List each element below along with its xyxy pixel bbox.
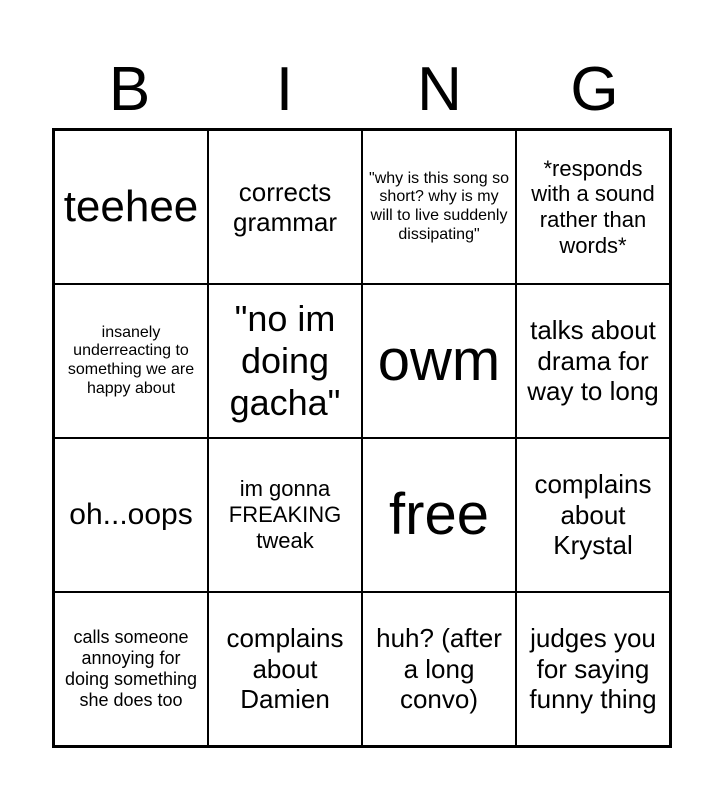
bingo-cell-owm[interactable]: owm — [362, 284, 516, 438]
bingo-cell-tweak[interactable]: im gonna FREAKING tweak — [208, 438, 362, 592]
bingo-cell-gacha[interactable]: "no im doing gacha" — [208, 284, 362, 438]
header-letter-n: N — [417, 55, 462, 124]
bingo-cell-teehee[interactable]: teehee — [54, 130, 208, 284]
bingo-cell-song-short[interactable]: "why is this song so short? why is my will to live suddenly dissipating" — [362, 130, 516, 284]
bingo-board — [52, 128, 672, 748]
header-letter-b: B — [108, 55, 151, 124]
bingo-cell-damien[interactable]: complains about Damien — [208, 592, 362, 746]
bingo-cell-free[interactable]: free — [362, 438, 516, 592]
bingo-cell-judges[interactable]: judges you for saying funny thing — [516, 592, 670, 746]
bingo-cell-underreacting[interactable]: insanely underreacting to something we are happy about — [54, 284, 208, 438]
bingo-header — [52, 52, 672, 127]
bingo-cell-corrects-grammar[interactable]: corrects grammar — [208, 130, 362, 284]
bingo-cell-drama[interactable]: talks about drama for way to long — [516, 284, 670, 438]
header-letter-g: G — [570, 55, 619, 124]
bingo-cell-krystal[interactable]: complains about Krystal — [516, 438, 670, 592]
bingo-cell-responds-sound[interactable]: *responds with a sound rather than words* — [516, 130, 670, 284]
bingo-cell-calls-annoying[interactable]: calls someone annoying for doing something she does too — [54, 592, 208, 746]
bingo-cell-huh[interactable]: huh? (after a long convo) — [362, 592, 516, 746]
header-letter-i: I — [275, 55, 294, 124]
bingo-cell-oh-oops[interactable]: oh...oops — [54, 438, 208, 592]
